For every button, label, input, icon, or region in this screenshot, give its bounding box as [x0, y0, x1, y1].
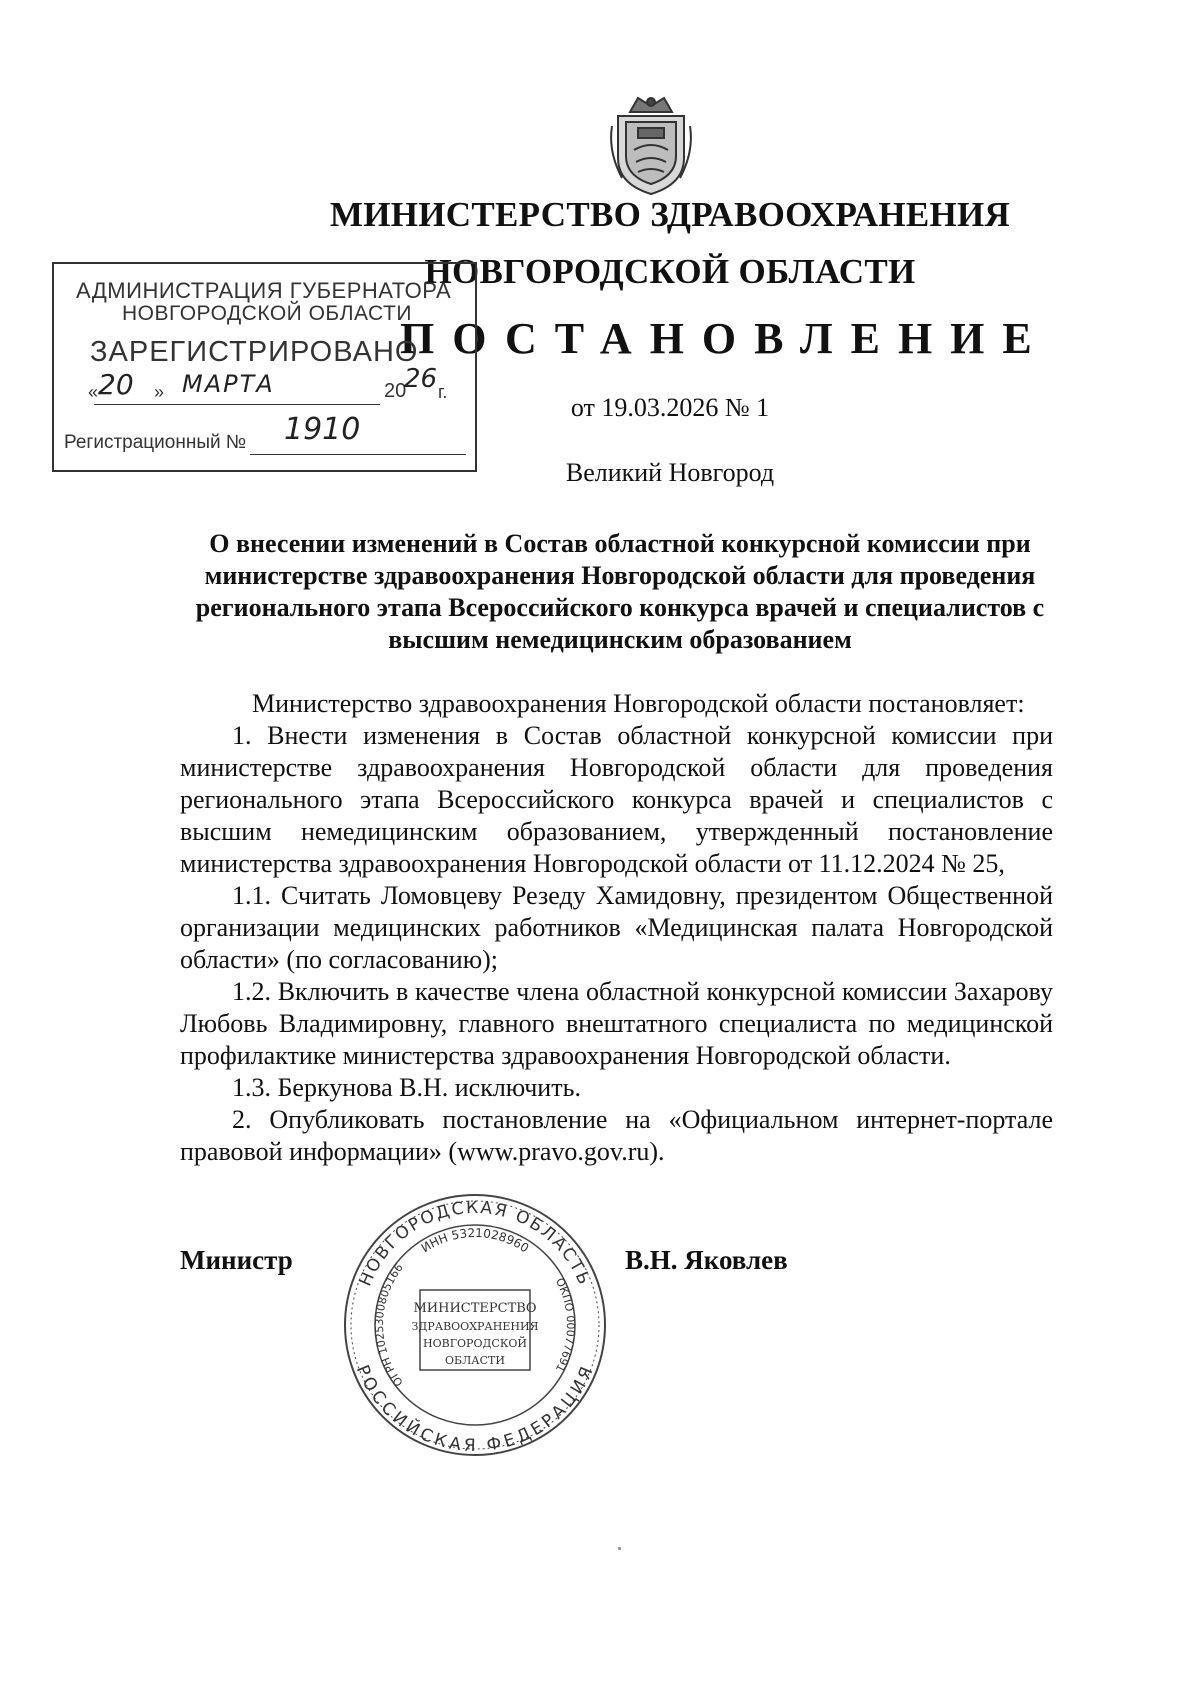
- registration-stamp: [52, 262, 477, 472]
- document-subject: О внесении изменений в Состав областной конкурсной комиссии при министерстве здравоохранения Новгородской области для проведения регионального этапа Всероссийского конкурса врачей и специалистов с высшим немедицинским образованием: [195, 529, 1045, 654]
- official-seal: [340, 1190, 610, 1460]
- svg-text:ОКПО 00077691: [553, 1276, 577, 1374]
- seal-center-line2: ЗДРАВООХРАНЕНИЯ: [411, 1320, 539, 1333]
- stamp-reg-underline: [250, 454, 466, 455]
- stamp-year-suffix: 26: [404, 364, 438, 394]
- seal-center-line4: ОБЛАСТИ: [445, 1354, 505, 1367]
- seal-inn-text: ИНН 5321028960: [418, 1225, 532, 1256]
- body-item-1-1: 1.1. Считать Ломовцеву Резеду Хамидовну, президентом Общественной организации медицинских работников «Медицинская палата Новгородской области» (по согласованию);: [180, 881, 1053, 974]
- svg-text:ИНН 5321028960: [419, 1226, 532, 1255]
- body-item-2: 2. Опубликовать постановление на «Официальном интернет-портале правовой информации» (www.pravo.gov.ru).: [180, 1105, 1053, 1166]
- scan-speck: [618, 1547, 621, 1550]
- stamp-reg-number: 1910: [284, 412, 361, 447]
- stamp-registered-label: ЗАРЕГИСТРИРОВАНО: [90, 336, 419, 368]
- body-item-1: 1. Внести изменения в Состав областной конкурсной комиссии при министерстве здравоохранения Новгородской области для проведения регионального этапа Всероссийского конкурса врачей и специалистов с высшим немедицинским образованием, утвержденный постановление министерства здравоохранения Новгородской области от 11.12.2024 № 25,: [180, 721, 1053, 878]
- stamp-administration-line: АДМИНИСТРАЦИЯ ГУБЕРНАТОРА: [76, 278, 452, 303]
- seal-center-line1: МИНИСТЕРСТВО: [413, 1301, 537, 1316]
- seal-outer-bottom-text: РОССИЙСКАЯ ФЕДЕРАЦИЯ: [351, 1362, 599, 1457]
- seal-outer-top-text: НОВГОРОДСКАЯ ОБЛАСТЬ: [355, 1197, 595, 1290]
- stamp-date-open-quote: «: [88, 382, 99, 402]
- body-intro: Министерство здравоохранения Новгородской области постановляет:: [252, 689, 1025, 718]
- signer-name: В.Н. Яковлев: [625, 1245, 788, 1275]
- stamp-date-month: МАРТА: [182, 370, 275, 398]
- stamp-region-line: НОВГОРОДСКОЙ ОБЛАСТИ: [122, 302, 412, 325]
- ministry-name-line1: МИНИСТЕРСТВО ЗДРАВООХРАНЕНИЯ: [329, 195, 1011, 234]
- stamp-date-close-quote: »: [154, 382, 165, 402]
- document-body: [180, 688, 1053, 1168]
- svg-text:ОГРН 1025300805166: [373, 1261, 406, 1389]
- stamp-date-day: 20: [98, 368, 134, 401]
- seal-okpo-text: ОКПО 00077691: [552, 1276, 578, 1375]
- body-item-1-3: 1.3. Беркунова В.Н. исключить.: [232, 1073, 581, 1102]
- document-type-title: ПОСТАНОВЛЕНИЕ: [400, 314, 1050, 363]
- ministry-name-line2: НОВГОРОДСКОЙ ОБЛАСТИ: [424, 252, 916, 291]
- stamp-year-unit: г.: [438, 382, 448, 402]
- coat-of-arms-emblem: [608, 92, 694, 198]
- signer-position: Министр: [180, 1245, 293, 1275]
- document-date-number: от 19.03.2026 № 1: [570, 393, 770, 422]
- stamp-date-underline: [94, 404, 380, 405]
- seal-center-line3: НОВГОРОДСКОЙ: [423, 1337, 527, 1350]
- stamp-year-prefix: 20: [384, 380, 407, 402]
- body-item-1-2: 1.2. Включить в качестве члена областной конкурсной комиссии Захарову Любовь Владимировну, главного внештатного специалиста по медицинской профилактике министерства здравоохранения Новгородской области.: [180, 977, 1053, 1070]
- document-city: Великий Новгород: [565, 458, 775, 487]
- seal-ogrn-text: ОГРН 1025300805166: [372, 1261, 406, 1389]
- stamp-reg-number-label: Регистрационный №: [64, 432, 247, 453]
